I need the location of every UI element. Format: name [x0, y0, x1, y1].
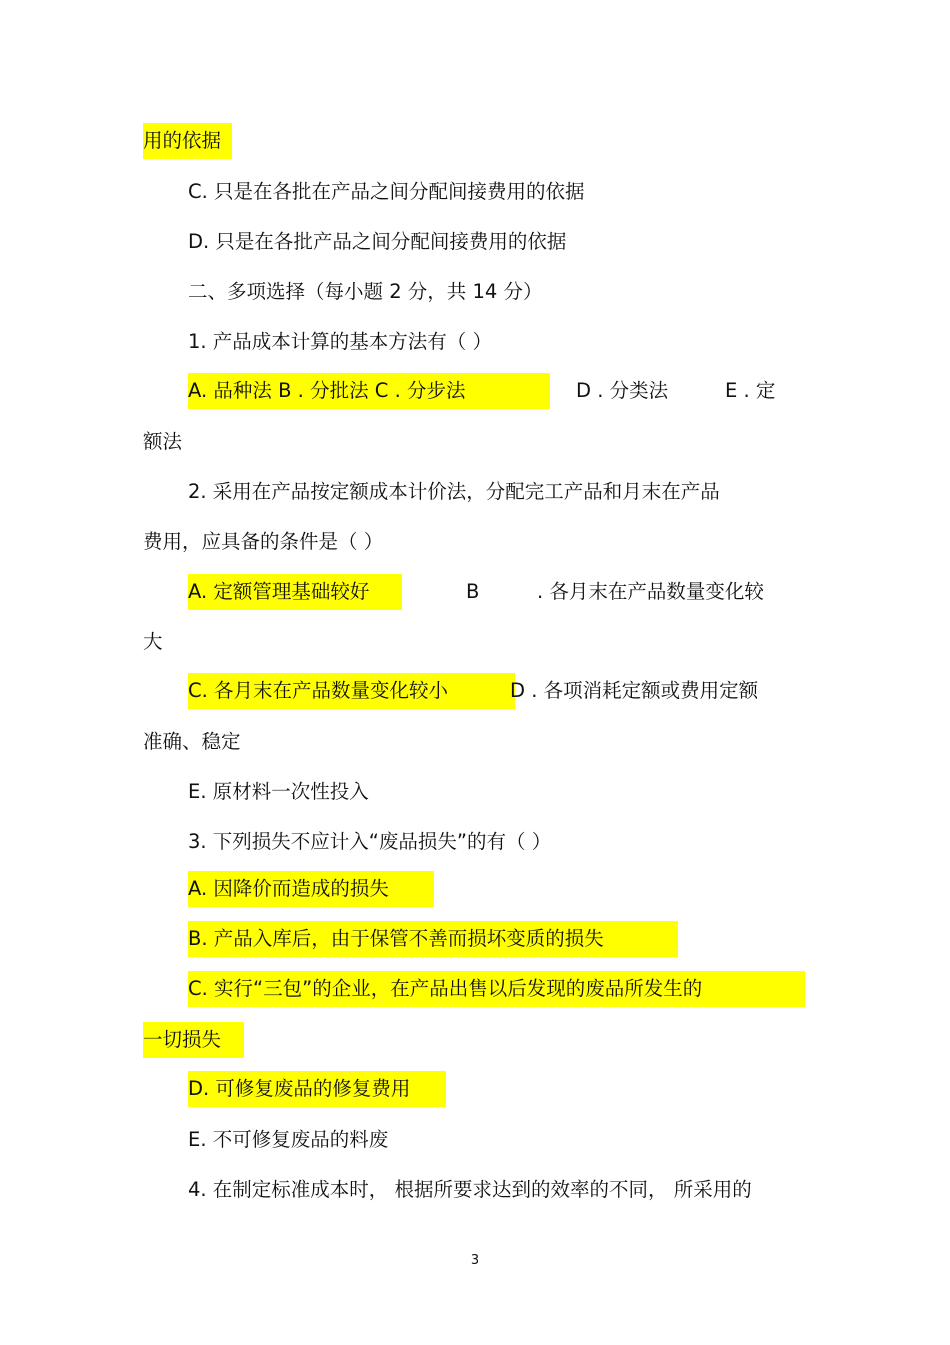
text-segment: D . 各项消耗定额或费用定额: [510, 679, 759, 702]
highlighted-text: A. 品种法 B . 分批法 C . 分步法: [188, 373, 550, 409]
text-segment: 1. 产品成本计算的基本方法有（ ）: [188, 330, 493, 353]
highlighted-text: A. 因降价而造成的损失: [188, 871, 434, 907]
text-line: [0, 673, 950, 709]
highlighted-text: D. 可修复废品的修复费用: [188, 1071, 446, 1107]
highlighted-text: C. 各月末在产品数量变化较小: [188, 673, 515, 709]
text-line: [0, 1122, 950, 1158]
text-line: [0, 474, 950, 510]
highlighted-text: A. 定额管理基础较好: [188, 574, 402, 610]
text-segment: E. 原材料一次性投入: [188, 780, 369, 803]
text-line: [0, 824, 950, 860]
text-line: [0, 524, 950, 560]
text-segment: . 各月末在产品数量变化较: [537, 580, 764, 603]
text-line: [0, 971, 950, 1007]
text-line: [0, 174, 950, 210]
highlighted-text: 一切损失: [143, 1022, 244, 1058]
text-line: [0, 574, 950, 610]
text-line: [0, 123, 950, 159]
page-number: 3: [470, 1253, 480, 1268]
highlighted-text: C. 实行“三包”的企业，在产品出售以后发现的废品所发生的: [188, 971, 805, 1007]
text-line: [0, 224, 950, 260]
text-line: [0, 921, 950, 957]
text-segment: D. 只是在各批产品之间分配间接费用的依据: [188, 230, 567, 253]
text-line: [0, 274, 950, 310]
text-line: [0, 1172, 950, 1208]
text-segment: C. 只是在各批在产品之间分配间接费用的依据: [188, 180, 585, 203]
text-segment: E . 定: [725, 379, 776, 402]
text-line: [0, 324, 950, 360]
text-line: [0, 1022, 950, 1058]
text-segment: 额法: [143, 430, 183, 453]
text-segment: B: [466, 580, 480, 603]
text-segment: E. 不可修复废品的料废: [188, 1128, 389, 1151]
text-line: [0, 624, 950, 660]
text-line: [0, 373, 950, 409]
text-line: [0, 424, 950, 460]
text-segment: 费用，应具备的条件是（ ）: [143, 530, 384, 553]
text-segment: 3. 下列损失不应计入“废品损失”的有（ ）: [188, 830, 552, 853]
highlighted-text: B. 产品入库后，由于保管不善而损坏变质的损失: [188, 921, 678, 957]
text-segment: 二、多项选择（每小题 2 分，共 14 分）: [188, 280, 543, 303]
text-segment: D . 分类法: [576, 379, 669, 402]
text-segment: 4. 在制定标准成本时， 根据所要求达到的效率的不同， 所采用的: [188, 1178, 752, 1201]
text-segment: 大: [143, 630, 163, 653]
highlighted-text: 用的依据: [143, 123, 232, 159]
text-line: [0, 774, 950, 810]
text-line: [0, 871, 950, 907]
text-line: [0, 724, 950, 760]
text-line: [0, 1071, 950, 1107]
text-segment: 准确、稳定: [143, 730, 241, 753]
text-segment: 2. 采用在产品按定额成本计价法，分配完工产品和月末在产品: [188, 480, 720, 503]
